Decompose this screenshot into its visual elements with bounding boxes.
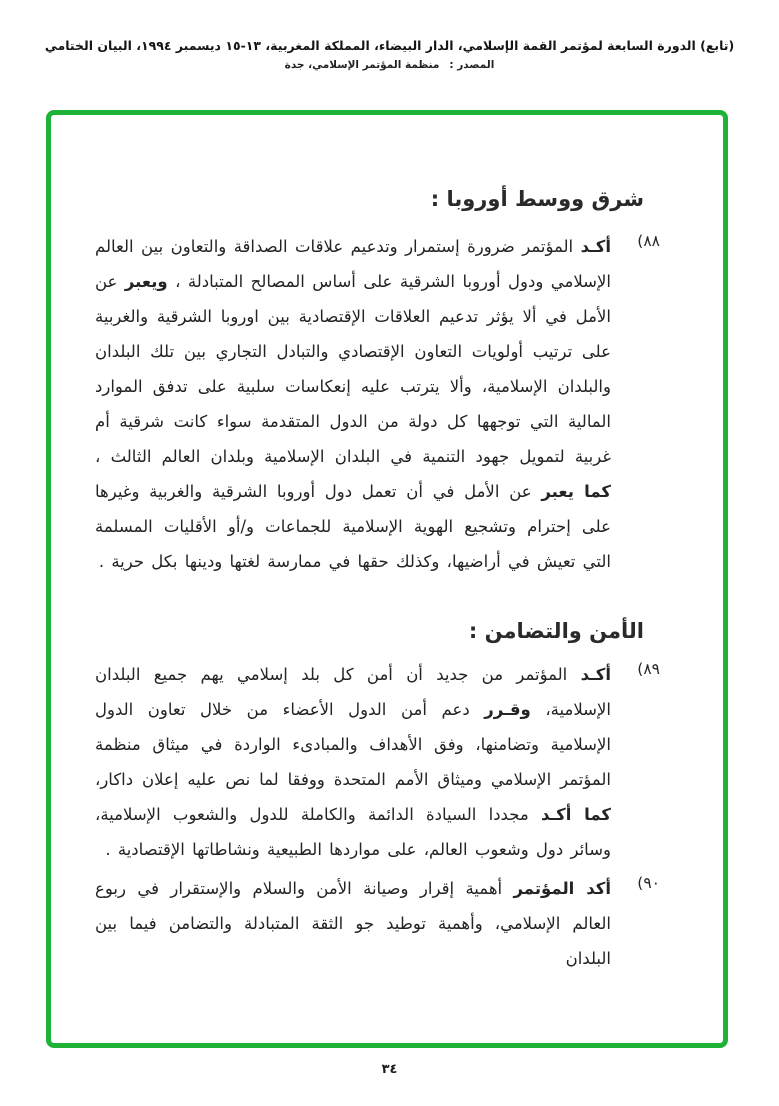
header-title: (تابع) الدورة السابعة لمؤتمر القمة الإسلامي، الدار البيضاء، المملكة المغربية، ١٣-١٥ ديسمبر ١٩٩٤، البيان الختامي [44, 38, 735, 53]
document-body [51, 115, 723, 976]
source-value: منظمة المؤتمر الإسلامي، جدة [284, 59, 440, 71]
paragraph-89-text: أكـد المؤتمر من جديد أن أمن كل بلد إسلامي يهم جميع البلدان الإسلامية، وقـرر دعم أمن الدول الأعضاء من خلال تعاون الدول الإسلامية وتضامنها، وفق الأهداف والمبادىء الواردة في ميثاق منظمة المؤتمر الإسلامي وميثاق الأمم المتحدة ووفقا لما نص عليه إعلان داكار، كما أكـد مجددا السيادة الدائمة والكاملة للدول والشعوب الإسلامية، وسائر دول وشعوب العالم، على مواردها الطبيعية ونشاطاتها الإقتصادية . [95, 665, 611, 859]
document-header [0, 38, 779, 71]
content-frame [46, 110, 728, 1048]
paragraph-88 [95, 229, 660, 579]
section-heading-east-central-europe: شرق ووسط أوروبا : [430, 187, 644, 211]
paragraph-89-number: ٨٩) [637, 660, 660, 678]
paragraph-88-text: أكـد المؤتمر ضرورة إستمرار وتدعيم علاقات الصداقة والتعاون بين العالم الإسلامي ودول أوروبا الشرقية على أساس المصالح المتبادلة ، ويعبر عن الأمل في ألا يؤثر تدعيم العلاقات الإقتصادية بين اوروبا الشرقية والغربية على ترتيب أولويات التعاون الإقتصادي والتبادل التجاري بين تلك البلدان والبلدان الإسلامية، وألا يترتب عليه إنعكاسات سلبية على تدفق الموارد المالية التي توجهها كل دولة من الدول المتقدمة سواء كانت شرقية أم غربية لتمويل جهود التنمية في البلدان الإسلامية وبلدان العالم الثالث ، كما يعبر عن الأمل في أن تعمل دول أوروبا الشرقية والغربية وغيرها على إحترام وتشجيع الهوية الإسلامية للجماعات و/أو الأقليات المسلمة التي تعيش في أراضيها، وكذلك حقها في ممارسة لغتها ودينها بكل حرية . [95, 237, 612, 571]
paragraph-90-number: ٩٠) [637, 874, 660, 892]
header-source-line [0, 59, 779, 71]
section-heading-security-solidarity: الأمن والتضامن : [468, 619, 644, 643]
paragraph-90-text: أكد المؤتمر أهمية إقرار وصيانة الأمن والسلام والإستقرار في ربوع العالم الإسلامي، وأهمية توطيد جو الثقة المتبادلة والتضامن فيما بين البلدان [95, 879, 611, 968]
source-label: المصدر : [449, 59, 495, 71]
paragraph-88-number: ٨٨) [637, 232, 660, 250]
paragraph-89 [95, 657, 660, 867]
paragraph-90 [95, 871, 660, 976]
page-number: ٣٤ [381, 1062, 398, 1077]
